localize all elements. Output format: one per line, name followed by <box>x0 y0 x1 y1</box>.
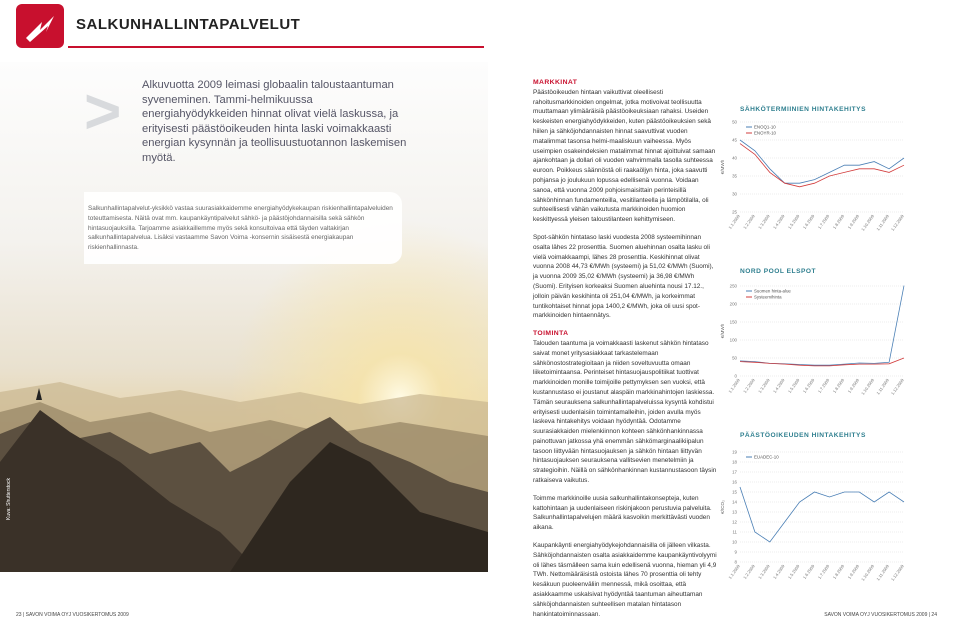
photo-credit: Kuva: Shutterstock <box>6 478 12 520</box>
y-tick-label: 11 <box>732 529 737 535</box>
chart-title-termiinit: SÄHKÖTERMIINIEN HINTAKEHITYS <box>740 106 866 113</box>
chart-title-elspot: NORD POOL ELSPOT <box>740 268 817 275</box>
y-tick-label: 35 <box>732 173 737 179</box>
legend-label: ENOQ1-10 <box>754 124 776 130</box>
x-tick-label: 1.1.2009 <box>727 563 741 580</box>
legend-label: Suomen hinta-alue <box>754 288 791 294</box>
x-tick-label: 1.2.2009 <box>742 213 756 230</box>
x-tick-label: 1.10.2009 <box>860 213 876 232</box>
y-tick-label: 8 <box>734 559 737 565</box>
y-tick-label: 150 <box>729 319 737 325</box>
x-tick-label: 1.6.2009 <box>801 377 816 394</box>
x-tick-label: 1.3.2009 <box>757 213 771 230</box>
y-tick-label: 45 <box>732 137 737 143</box>
x-tick-label: 1.2.2009 <box>742 563 756 580</box>
footer-left: 23 | SAVON VOIMA OYJ VUOSIKERTOMUS 2009 <box>16 612 129 618</box>
paragraph-markkinat-2: Spot-sähkön hintataso laski vuodesta 2008 systeemihinnan osalta lähes 22 prosenttia. Suomen aluehinnan osalta lasku oli vielä voimakkaampi, lähes 28 prosenttia. Keskihinnat olivat vuonna 2008 44,73 €/MWh (systeemi) ja 51,02 €/MWh (Suomi), ja vuonna 2009 35,02 €/MWh (systeemi) ja 36,98 €/MWh (Suomi). Erityisen korkeaksi Suomen aluehinta nousi 17.12., jolloin päivän keskihinta oli 251,04 €/MWh, ja korkeimmat tuntikohtaiset hinnat jopa 1400,2 €/MWh, joka oli uusi spot-markkinoiden hintaennätys. <box>533 233 714 320</box>
footer-right: SAVON VOIMA OYJ VUOSIKERTOMUS 2009 | 24 <box>824 612 937 618</box>
x-tick-label: 1.12.2009 <box>890 377 905 396</box>
x-tick-label: 1.11.2009 <box>875 213 890 232</box>
x-tick-label: 1.7.2009 <box>816 377 831 394</box>
x-tick-label: 1.3.2009 <box>757 563 771 580</box>
x-tick-label: 1.8.2009 <box>831 213 846 230</box>
paragraph-toiminta-1: Talouden taantuma ja voimakkaasti laskenut sähkön hintataso saivat monet yritysasiakkaat tarkastelemaan sähkönostostrategioitaan ja niiden soveltuvuutta omaan liiketoimintaansa. Perinteiset hintasuojauspolitiikat tuottivat markkinoiden monille toimijoille pettymyksen sen vuoksi, että kustannustaso ei joustanut alaspäin markkinahintojen laskiessa. Tämän seurauksena salkunhallintapalveluissa kysyntä kohdistui erityisesti uudenlaisiin toimintamalleihin, joiden avulla myös laskeva hintakehitys voidaan hyödyntää. Odotamme suurasiakkaiden mielenkiinnon kohteen sähkönhankinnassa painottuvan jatkossa yhä enemmän sähkömarginaalikiipalun tasoon liittyvään hintasuojauksen ja sähkön hintaan liittyvän hintasuojauksen seurauksena vallitsevien menetelmiin ja strategioihin. Näillä on sähkönhankinnan kustannustasoon täysin ratkaiseva vaikutus. <box>533 339 717 485</box>
y-tick-label: 30 <box>732 191 737 197</box>
y-tick-label: 50 <box>732 119 737 125</box>
chart-termiinit <box>718 116 908 251</box>
title-rule <box>68 46 484 48</box>
y-tick-label: 18 <box>732 459 737 465</box>
info-box <box>84 192 402 264</box>
section-head-markkinat: MARKKINAT <box>533 79 578 86</box>
company-logo <box>16 4 64 48</box>
legend-label: Systeemihinta <box>754 294 782 300</box>
x-tick-label: 1.4.2009 <box>772 377 786 394</box>
legend-label: ENOYR-10 <box>754 130 776 136</box>
x-tick-label: 1.5.2009 <box>787 377 801 394</box>
x-tick-label: 1.8.2009 <box>831 563 846 580</box>
page-title: SALKUNHALLINTAPALVELUT <box>76 16 301 33</box>
series-line-1 <box>740 140 904 183</box>
x-tick-label: 1.11.2009 <box>875 377 890 396</box>
x-tick-label: 1.7.2009 <box>816 213 831 230</box>
section-head-toiminta: TOIMINTA <box>533 330 569 338</box>
y-tick-label: 9 <box>734 549 737 555</box>
series-line-2 <box>740 144 904 187</box>
y-tick-label: 100 <box>729 337 737 343</box>
y-tick-label: 15 <box>732 489 737 495</box>
x-tick-label: 1.5.2009 <box>787 213 801 230</box>
y-axis-label: €/MWh <box>720 159 725 175</box>
x-tick-label: 1.11.2009 <box>875 563 890 582</box>
y-tick-label: 17 <box>732 469 737 475</box>
x-tick-label: 1.1.2009 <box>727 377 741 394</box>
y-tick-label: 50 <box>732 355 737 361</box>
series-line-1 <box>740 487 904 542</box>
y-tick-label: 250 <box>729 283 737 289</box>
x-tick-label: 1.6.2009 <box>801 563 816 580</box>
y-tick-label: 12 <box>732 519 737 525</box>
text-column <box>533 78 717 619</box>
x-tick-label: 1.2.2009 <box>742 377 756 394</box>
quote-chevron: > <box>84 75 122 147</box>
x-tick-label: 1.7.2009 <box>816 563 831 580</box>
x-tick-label: 1.12.2009 <box>890 213 905 232</box>
paragraph-toiminta-3: Kaupankäynti energiahyödykejohdannaisilla oli jälleen vilkasta. Sähköjohdannaisten osalta asiakkaidemme kaupankäyntivolyymi oli lähes täsmälleen sama kuin edellisenä vuonna, hieman yli 4,9 TWh. Nettomääräisistä ostoista lähes 70 prosenttia oli tehty kesäkuun puoleenväliin mennessä, mikä osoittaa, että asiakkaamme uskalsivat hyödyntää taantuman aiheuttaman sähköjohdannaisten suhteellisen matalan hintatason hankintatoiminnassaan. <box>533 542 717 618</box>
paragraph-toiminta-2: Toimme markkinoille uusia salkunhallintakonsepteja, kuten kattohintaan ja uudenlaiseen riskinjakoon perustuvia palveluita. Salkunhallintapalvelujen määrä kasvoikin merkittävästi vuoden aikana. <box>533 494 712 532</box>
x-tick-label: 1.9.2009 <box>846 563 861 580</box>
y-tick-label: 40 <box>732 155 737 161</box>
y-tick-label: 16 <box>732 479 737 485</box>
legend-label: EUADEC-10 <box>754 454 779 460</box>
y-tick-label: 19 <box>732 449 737 455</box>
x-tick-label: 1.4.2009 <box>772 213 786 230</box>
chart-elspot <box>718 280 908 415</box>
x-tick-label: 1.3.2009 <box>757 377 771 394</box>
x-tick-label: 1.10.2009 <box>860 377 876 396</box>
info-box-text: Salkunhallintapalvelut-yksikkö vastaa suurasiakkaidemme energiahyödykekaupan riskienhallintapalveluiden toteuttamisesta. Näitä ovat mm. kaupankäyntipalvelut sähkö- ja päästöjohdannaisilla sekä sähkön hintasuojauksilla. Tarjoamme asiakkaillemme myös sekä konsultoivaa että täyden valtakirjan salkunhallintapalvelua. Lisäksi vastaamme Savon Voima -konsernin sisäisestä energiakaupan riskienhallinnasta. <box>88 205 393 252</box>
x-tick-label: 1.1.2009 <box>727 213 741 230</box>
paragraph-markkinat-1: Päästöoikeuden hintaan vaikuttivat oleellisesti rahoitusmarkkinoiden ongelmat, jotka motivoivat teollisuutta muuttamaan ylimääräisiä päästöoikeuksiaan rahaksi. Useiden keskeisten energiahyödykkeiden, kuten päästöoikeuksien sekä hiilen ja sähköjohdannaisten hinnat saavuttivat vuoden matalimmat tasonsa helmi-maaliskuun vaiheessa. Myös useimpien osakeindeksien matalimmat hinnat ajoittuivat samaan ajankohtaan ja dollari oli vuoden vahvimmalla tasolla suhteessa euroon. Poikkeus säännöstä oli raakaöljyn hinta, joka saavutti pohjansa jo joulukuun lopussa edellisenä vuonna. Voidaan sanoa, että vuonna 2009 pohjoismaisittain perinteisillä sähkönhinnan fundamenteilla, vesitilanteella ja lämpötilalla, oli suhteellisesti vähän vaikutusta markkinoiden huomion keskittyessä yleisen taloustilanteen kehittymiseen. <box>533 88 716 224</box>
x-tick-label: 1.8.2009 <box>831 377 846 394</box>
chart-title-paastooikeus: PÄÄSTÖOIKEUDEN HINTAKEHITYS <box>740 432 866 439</box>
x-tick-label: 1.9.2009 <box>846 213 861 230</box>
y-tick-label: 200 <box>729 301 737 307</box>
chart-paastooikeus <box>718 446 908 601</box>
x-tick-label: 1.12.2009 <box>890 563 905 582</box>
x-tick-label: 1.5.2009 <box>787 563 801 580</box>
intro-text: Alkuvuotta 2009 leimasi globaalin taloustaantuman syveneminen. Tammi-helmikuussa energiahyödykkeiden hinnat olivat vielä laskussa, ja erityisesti päästöoikeuden hinta laski voimakkaasti energian kysynnän ja teollisuustuotannon laskemisen myötä. <box>142 79 407 164</box>
y-tick-label: 14 <box>732 499 737 505</box>
x-tick-label: 1.6.2009 <box>801 213 816 230</box>
y-axis-label: €/MWh <box>720 323 725 339</box>
y-axis-label: €/tCO₂ <box>720 500 725 514</box>
x-tick-label: 1.10.2009 <box>860 563 876 582</box>
y-tick-label: 10 <box>732 539 737 545</box>
x-tick-label: 1.9.2009 <box>846 377 861 394</box>
y-tick-label: 13 <box>732 509 737 515</box>
series-line-2 <box>740 358 904 366</box>
y-tick-label: 0 <box>734 373 737 379</box>
y-tick-label: 25 <box>732 209 737 215</box>
x-tick-label: 1.4.2009 <box>772 563 786 580</box>
